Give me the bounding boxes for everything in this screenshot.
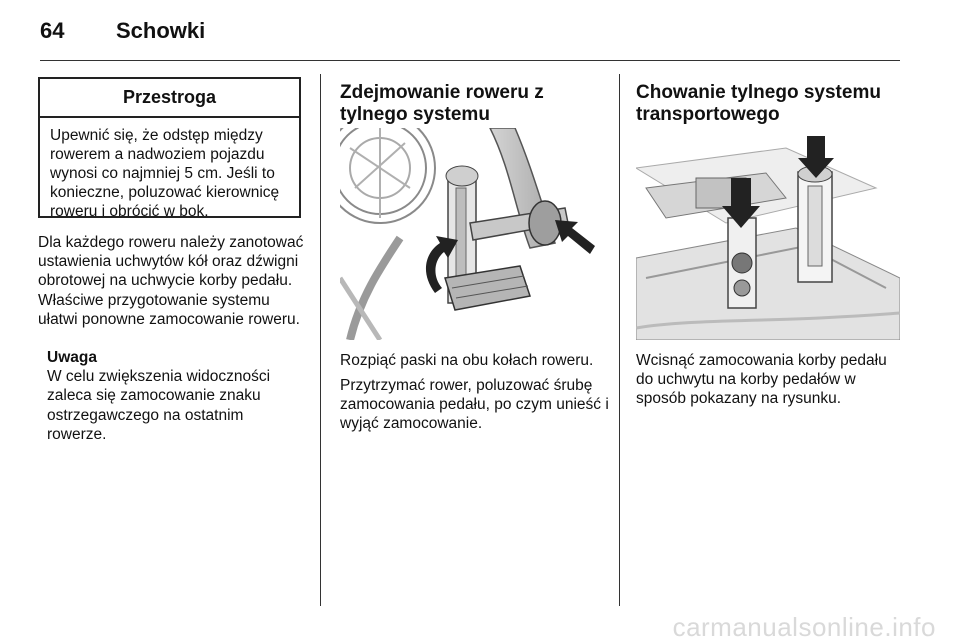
- header-rule: [40, 60, 900, 61]
- watermark: carmanualsonline.info: [672, 612, 936, 642]
- section-heading-removal: Zdejmowanie roweru z tylnego systemu: [340, 82, 544, 125]
- bike-pedal-mount-drawing: [340, 128, 602, 340]
- note-label: Uwaga: [47, 349, 97, 366]
- carrier-stowing-drawing: [636, 128, 900, 340]
- removal-step-1: Rozpiąć paski na obu kołach roweru.: [340, 352, 594, 369]
- caution-title: Przestroga: [40, 79, 299, 118]
- left-paragraph: Dla każdego roweru należy zanotować ustawienia uchwytów kół oraz dźwigni obrotowej na uchwycie korby pedału. Właściwe przygotowanie systemu ułatwi ponowne zamocowanie roweru.: [38, 234, 304, 328]
- note-text: W celu zwiększenia widoczności zaleca się zamocowanie znaku ostrzegawczego na ostatnim rowerze.: [47, 368, 271, 443]
- page-number: 64: [40, 18, 65, 43]
- caution-text: Upewnić się, że odstęp między rowerem a nadwoziem pojazdu wynosi co najmniej 5 cm. Jeśli to konieczne, poluzować kierownicę roweru i obrócić w bok.: [50, 127, 280, 220]
- caution-box: [38, 77, 301, 218]
- column-divider-2: [619, 74, 620, 606]
- page-title: Schowki: [116, 18, 206, 43]
- removal-illustration: [340, 128, 602, 340]
- column-divider-1: [320, 74, 321, 606]
- stowing-illustration: [636, 128, 900, 340]
- removal-step-2: Przytrzymać rower, poluzować śrubę zamocowania pedału, po czym unieść i wyjąć zamocowanie.: [340, 377, 609, 433]
- section-heading-stowing: Chowanie tylnego systemu transportowego: [636, 82, 881, 125]
- note: [47, 348, 297, 444]
- stowing-instruction: Wcisnąć zamocowania korby pedału do uchwytu na korby pedałów w sposób pokazany na rysunku.: [636, 352, 887, 408]
